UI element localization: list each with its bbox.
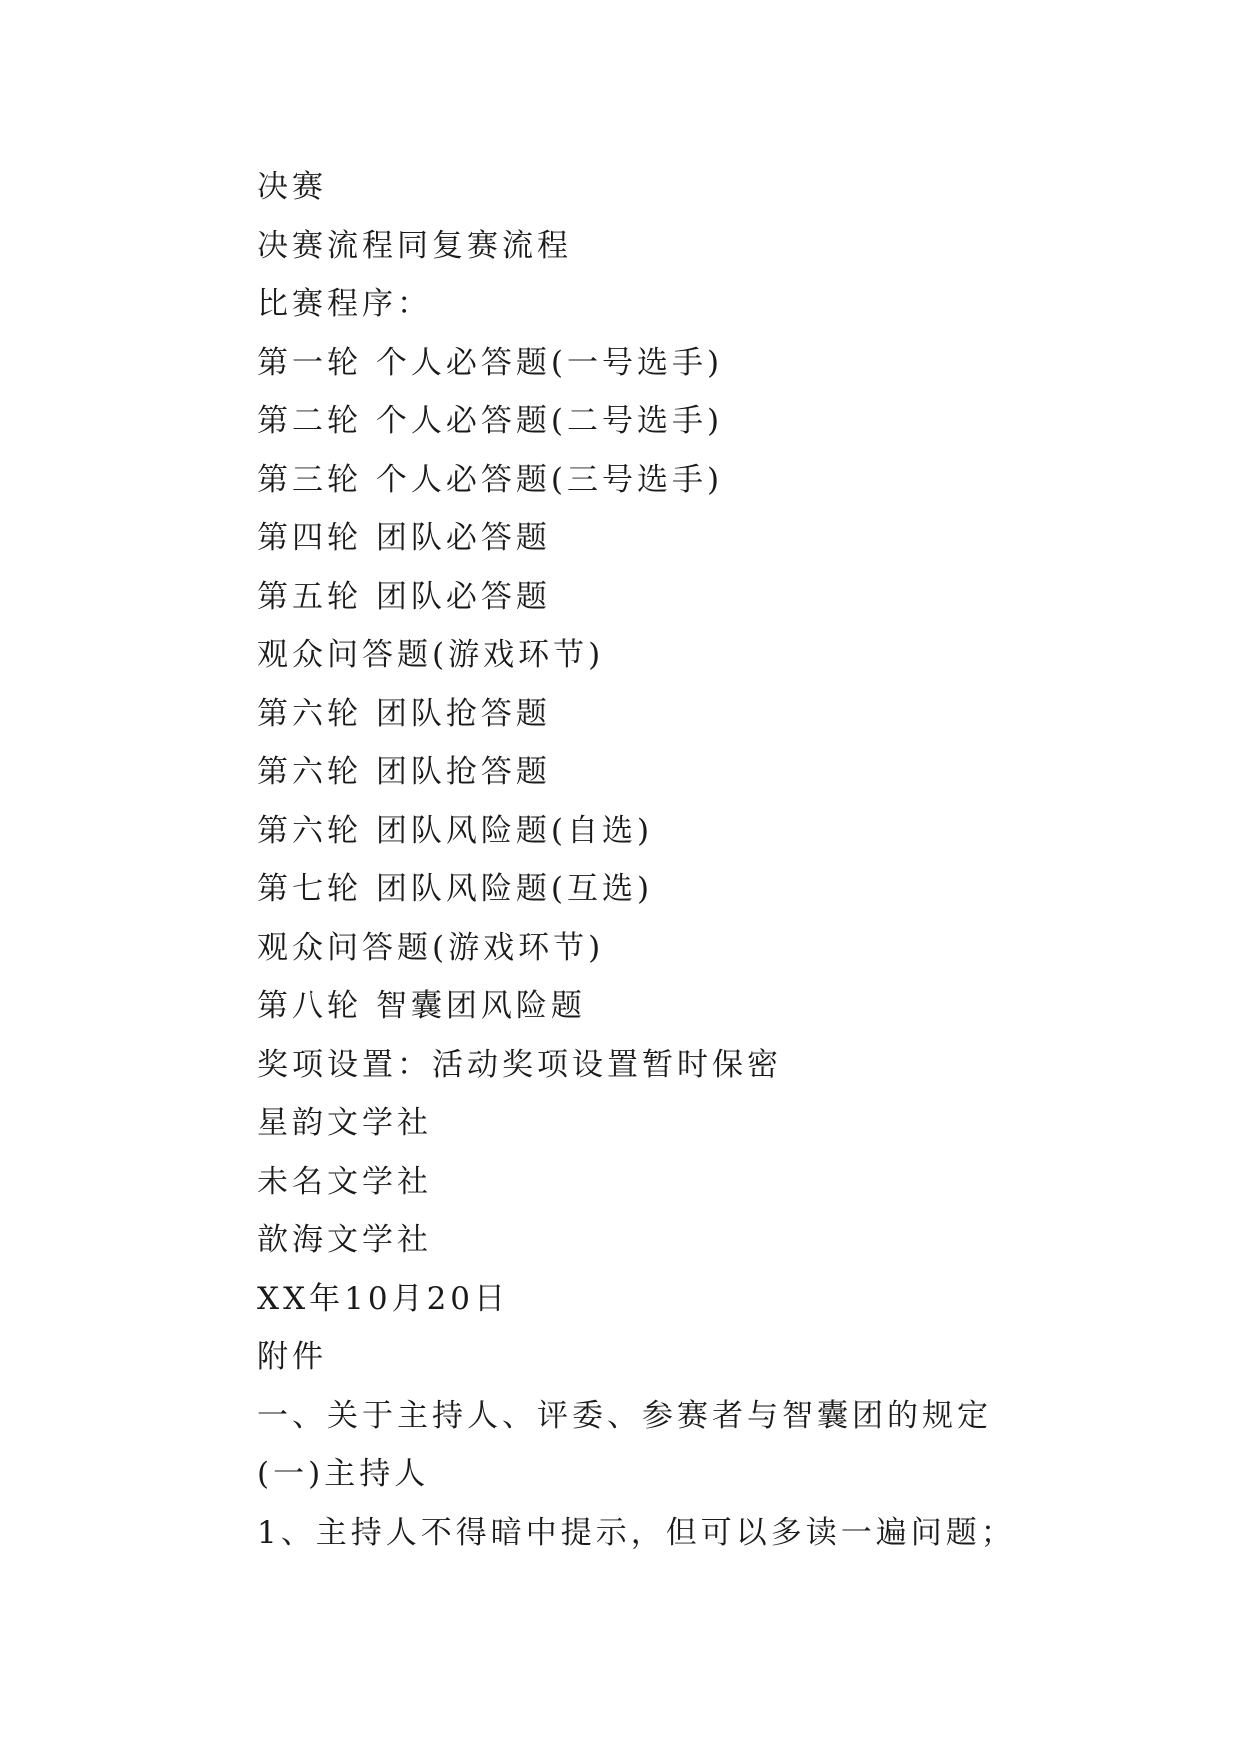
paragraph: 奖项设置：活动奖项设置暂时保密 <box>257 1046 782 1083</box>
list-item: 第六轮 团队风险题(自选) <box>257 812 654 849</box>
subsection-heading: (一)主持人 <box>257 1456 430 1492</box>
paragraph: 决赛流程同复赛流程 <box>257 227 572 264</box>
organizer-name: 未名文学社 <box>257 1163 432 1200</box>
paragraph: 比赛程序： <box>257 286 432 322</box>
list-item: 第八轮 智囊团风险题 <box>257 988 586 1024</box>
document-date: XX年10月20日 <box>257 1280 510 1317</box>
list-item: 第七轮 团队风险题(互选) <box>257 871 654 907</box>
document-body <box>257 158 1197 1562</box>
list-item: 观众问答题(游戏环节) <box>257 637 605 673</box>
organizer-name: 歆海文学社 <box>257 1222 432 1258</box>
list-item: 观众问答题(游戏环节) <box>257 929 605 966</box>
section-heading: 决赛 <box>257 169 327 205</box>
list-item: 第五轮 团队必答题 <box>257 578 551 615</box>
list-item: 第一轮 个人必答题(一号选手) <box>257 344 724 381</box>
list-item: 第二轮 个人必答题(二号选手) <box>257 403 724 439</box>
appendix-heading: 附件 <box>257 1339 327 1375</box>
list-item: 第四轮 团队必答题 <box>257 520 551 556</box>
list-item: 第六轮 团队抢答题 <box>257 695 551 732</box>
section-heading: 一、关于主持人、评委、参赛者与智囊团的规定 <box>257 1397 992 1434</box>
list-item: 第三轮 个人必答题(三号选手) <box>257 461 724 498</box>
paragraph: 1、主持人不得暗中提示，但可以多读一遍问题； <box>257 1514 1016 1551</box>
organizer-name: 星韵文学社 <box>257 1105 432 1141</box>
list-item: 第六轮 团队抢答题 <box>257 754 551 790</box>
